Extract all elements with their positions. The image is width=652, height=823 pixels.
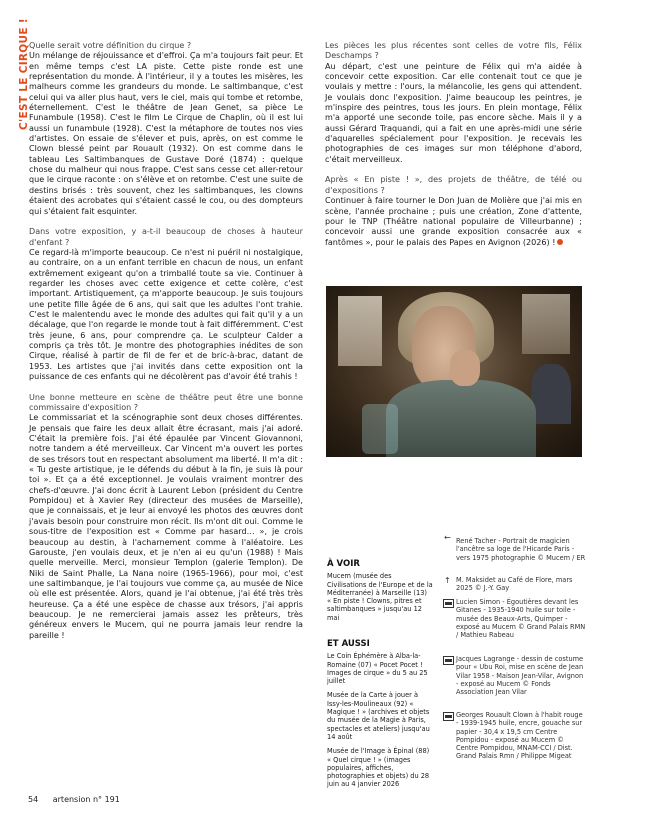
question: Les pièces les plus récentes sont celles de votre fils, Félix Deschamps ? (325, 41, 582, 61)
answer: Un mélange de réjouissance et d'effroi. Ça m'a toujours fait peur. Et en même temps c'est LA piste. Cette piste ronde est une représentation du monde. À l'intérieur, il y a toutes les misères, les malheurs comme les grandeurs du monde. Le saltimbanque, c'est celui qui va aller plus haut, vers le ciel, mais qui tombe et retombe, éternellement. C'est le théâtre de Jean Genet, sa pièce Le Funambule (1958). C'est le film Le Cirque de Chaplin, où il est lui aussi un funambule (1928). C'est la métaphore de toutes nos vies d'artistes. On essaie de s'élever et puis, après, on est comme le Clown blessé peint par Rouault (1932). On est comme dans le tableau Les Saltimbanques de Gustave Doré (1874) : quelque chose du malheur qui nous frappe. C'est sans cesse cet aller-retour que le cirque raconte : on s'élève et on retombe. C'est une suite de destins brisés : très souvent, chez les saltimbanques, les clowns étaient des acrobates qui s'étaient cassé le cou, ou des dompteurs qui s'étaient fait esquinter. (29, 51, 303, 216)
portrait-photo (326, 286, 582, 457)
glass-shape (362, 404, 398, 454)
page-number: 54 (28, 795, 39, 804)
question: Une bonne metteure en scène de théâtre peut être une bonne commissaire d'exposition ? (29, 392, 303, 413)
hand-shape (450, 350, 480, 386)
list-item: Musée de l'Image à Épinal (88) « Quel cirque ! » (images populaires, affiches, photographies et objets) du 28 juin au 4 janvier 2026 (327, 747, 430, 789)
interview-column-right (325, 41, 582, 258)
side-caption: Lucien Simon - Égoutières devant les Gitanes - 1935-1940 huile sur toile - musée des Beaux-Arts, Quimper - exposé au Mucem © Grand Palais RMN / Mathieu Rabeau (456, 598, 586, 640)
answer: Le commissariat et la scénographie sont deux choses différentes. Je pensais que faire les deux allait être écrasant, mais j'ai adoré. C'était la première fois. J'ai été épaulée par Vincent Giovannoni, notre tandem a été merveilleux. Car Vincent m'a ouvert les portes de ses trésors tout en respectant absolument ma liberté. Il m'a dit : « Tu geste artistique, je le défends du début à la fin, je suis là pour toi ». Et ça a été exceptionnel. Je voulais vraiment montrer des chefs-d'œuvre. J'ai donc écrit à Laurent Lebon (président du Centre Pompidou) et à Xavier Rey (directeur des musées de Marseille), que je connaissais, et je leur ai envoyé les photos des œuvres dont j'avais besoin pour construire mon récit. Ils m'ont dit oui. Comme le sous-titre de l'exposition est « Comme par hasard… », je crois beaucoup au destin, à l'acharnement comme à l'aléatoire. Les Garouste, j'en voulais deux, et je n'en ai eu qu'un (1988) ! Mais quelle merveille. Merci, monsieur Templon (galerie Templon). De Niki de Saint Phalle, La Nana noire (1965-1966), pour moi, c'est une saltimbanque, je l'ai toujours vue comme ça, au musée de Nice où elle est présentée. Alors, quand je l'ai obtenue, j'ai été très très heureuse. Ça a été une espèce de chasse aux trésors, j'ai appris beaucoup. Je ne remercierai jamais assez les prêteurs, très généreux envers le Mucem, qui ne pourra jamais leur rendre la pareille ! (29, 413, 303, 640)
thumbnail-icon (443, 712, 454, 721)
answer (325, 196, 582, 248)
end-bullet-icon (557, 239, 563, 245)
section-tab-label: C'EST LE CIRQUE ! (18, 18, 30, 130)
page-footer (28, 795, 120, 804)
a-voir-text: Mucem (musée des Civilisations de l'Europe et de la Méditerranée) à Marseille (13) « En piste ! Clowns, pitres et saltimbanques » jusqu'au 12 mai (327, 572, 433, 622)
et-aussi-box (327, 640, 433, 795)
thumbnail-icon (443, 656, 454, 665)
interview-column-left (29, 41, 303, 651)
list-item: Musée de la Carte à jouer à Issy-les-Moulineaux (92) « Magique ! » (archives et objets du musée de la Magie à Paris, spectacles et ateliers) jusqu'au 14 août (327, 691, 430, 741)
magazine-issue: artension n° 191 (52, 795, 120, 804)
question: Dans votre exposition, y a-t-il beaucoup de choses à hauteur d'enfant ? (29, 227, 303, 247)
question: Quelle serait votre définition du cirque ? (29, 41, 192, 50)
thumbnail-icon (443, 599, 454, 608)
section-tab (6, 18, 30, 210)
et-aussi-title: ET AUSSI (327, 639, 370, 649)
answer: Ce regard-là m'importe beaucoup. Ce n'est ni puéril ni nostalgique, au contraire, on a un enfant terrible en chacun de nous, un enfant extrêmement exigeant qu'on a trimballé toute sa vie. Continuer à regarder les choses avec cette exigence et cette colère, c'est important. Artistiquement, ça m'apporte beaucoup. Je suis toujours une petite fille âgée de 6 ans, qui sait que les adultes l'ont trahie. C'est le malentendu avec le monde des adultes qui fait qu'il y a un décalage, que l'on regarde le monde tout à fait différemment. C'est très jeune, 6 ans, pour comprendre ça. Le sculpteur Calder a compris ça très tôt. Je montre des photographies inédites de son Cirque, réalisé à partir de fil de fer et de bric-à-brac, datant de 1953. Les artistes que j'ai invités dans cette exposition ont la puissance de ces enfants qui ne décolèrent pas d'avoir été trahis ! (29, 247, 303, 381)
background-figure (531, 364, 571, 424)
arrow-up-icon: ↑ (444, 576, 451, 585)
window-shape (338, 296, 382, 366)
a-voir-title: À VOIR (327, 559, 360, 569)
side-caption: Georges Rouault Clown à l'habit rouge - 1939-1945 huile, encre, gouache sur papier - 30,4 x 19,5 cm Centre Pompidou - exposé au Mucem © Centre Pompidou, MNAM-CCI / Dist. Grand Palais Rmn / Philippe Migeat (456, 711, 583, 761)
list-item: Le Coin Éphémère à Alba-la-Romaine (07) « Pocet Pocet ! Images de cirque » du 5 au 25 juillet (327, 652, 428, 686)
side-caption: Jacques Lagrange - dessin de costume pour « Ubu Roi, mise en scène de Jean Vilar 1958 - Maison Jean-Vilar, Avignon - exposé au Mucem © Fonds Association Jean Vilar (456, 655, 584, 697)
window-shape (522, 294, 570, 354)
body-shape (386, 380, 536, 457)
a-voir-box (327, 560, 433, 628)
photo-caption: René Tacher - Portrait de magicien l'ancêtre sa loge de l'Hicarde Paris - vers 1975 photographie © Mucem / ER (456, 537, 586, 562)
side-caption: M. Maksidet au Café de Flore, mars 2025 © J.-Y. Gay (456, 576, 573, 593)
answer: Au départ, c'est une peinture de Félix qui m'a aidée à concevoir cette exposition. Car elle contenait tout ce que je voulais y mettre : l'ours, la mélancolie, les gens qui attendent. Je voulais donc l'exposition. J'aime beaucoup les peintres, je m'inspire des peintres, tous les jours. En plein montage, Félix m'a apporté une seconde toile, pas encore sèche. Mais il y a aussi Gérard Traquandi, qui a fait en une après-midi une série d'aquarelles spécialement pour l'exposition. Je recevais les photographies de ces images sur mon téléphone d'abord, c'était merveilleux. (325, 61, 582, 164)
answer-text: Continuer à faire tourner le Don Juan de Molière que j'ai mis en scène, l'année prochaine ; puis une création, Zone d'attente, pour le TNP (Théâtre national populaire de Villeurbanne) ; concevoir aussi une grande exposition consacrée aux « fantômes », pour le palais des Papes en Avignon (2026) ! (325, 196, 582, 247)
question: Après « En piste ! », des projets de théâtre, de télé ou d'expositions ? (325, 175, 582, 195)
arrow-left-icon: ← (444, 533, 451, 542)
